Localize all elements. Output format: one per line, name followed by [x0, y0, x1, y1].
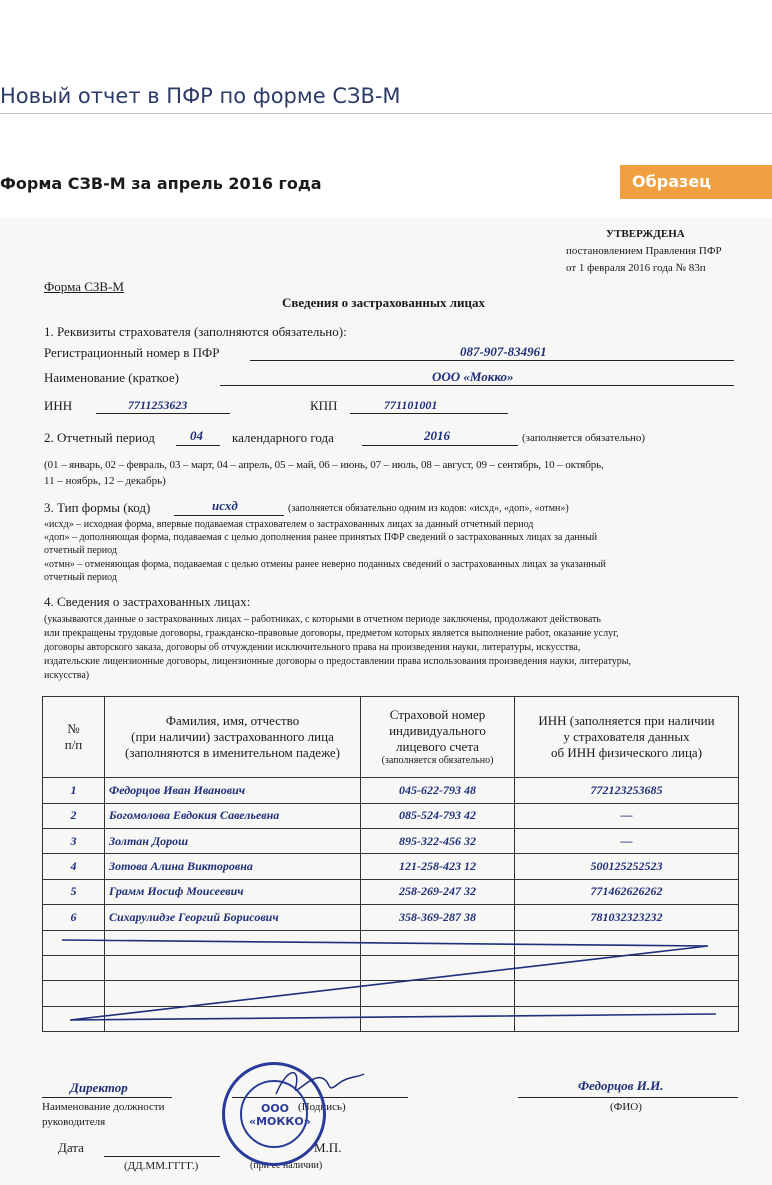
magazine-header: Новый отчет в ПФР по форме СЗВ-М: [0, 84, 401, 108]
company-stamp-text: ООО «МОККО»: [249, 1102, 311, 1128]
insured-snils: 085-524-793 42: [361, 803, 515, 828]
approval-line-2: от 1 февраля 2016 года № 83п: [566, 262, 706, 274]
insured-inn: 781032323232: [515, 905, 739, 930]
row-number: 1: [43, 778, 105, 803]
iskhd-description: «исхд» – исходная форма, впервые подаваемая страхователем о застрахованных лицах за данный отчетный период: [44, 519, 534, 530]
section-4-note-1: (указываются данные о застрахованных лицах – работниках, с которыми в отчетном периоде заключены, продолжают действовать: [44, 614, 601, 625]
months-legend-1: (01 – январь, 02 – февраль, 03 – март, 04 – апрель, 05 – май, 06 – июнь, 07 – июль, 08 – август, 09 – сентябрь, 10 – октябрь,: [44, 459, 604, 471]
signer-position-label-1: Наименование должности: [42, 1101, 165, 1113]
section-4-title: 4. Сведения о застрахованных лицах:: [44, 594, 251, 609]
row-number: 5: [43, 879, 105, 904]
otmn-description-1: «отмн» – отменяющая форма, подаваемая с целью отмены ранее неверно поданных сведений о застрахованных лицах за указанный: [44, 559, 606, 570]
form-heading: Сведения о застрахованных лицах: [282, 295, 485, 310]
col-header-inn-line-2: у страхователя данных: [563, 729, 690, 745]
col-header-fio-line-1: Фамилия, имя, отчество: [165, 712, 300, 728]
signer-fio-label: (ФИО): [610, 1101, 642, 1113]
dop-description-1: «доп» – дополняющая форма, подаваемая с целью дополнения ранее принятых ПФР сведений о застрахованных лицах за данный: [44, 532, 598, 543]
section-4-note-5: искусства): [44, 670, 90, 681]
form-code: Форма СЗВ-М: [44, 279, 124, 294]
insured-name: Зотова Алина Викторовна: [105, 854, 361, 879]
insured-name: Золтан Дорош: [105, 829, 361, 854]
signature-stroke: [276, 1073, 364, 1094]
row-number: 4: [43, 854, 105, 879]
org-name-value: ООО «Мокко»: [432, 369, 514, 384]
row-number: 2: [43, 803, 105, 828]
date-label: Дата: [58, 1140, 84, 1155]
insured-snils: 121-258-423 12: [361, 854, 515, 879]
insured-snils: 895-322-456 32: [361, 829, 515, 854]
col-header-fio-line-2: (при наличии) застрахованного лица: [131, 729, 334, 745]
signature-label: (Подпись): [298, 1101, 346, 1113]
row-number: 6: [43, 905, 105, 930]
insured-inn: 771462626262: [515, 879, 739, 904]
col-header-inn-line-1: ИНН (заполняется при наличии: [538, 712, 715, 728]
col-header-num-line-2: п/п: [64, 737, 83, 753]
col-header-fio-line-3: (заполняются в именительном падеже): [125, 745, 340, 761]
section-4-note-2: или прекращены трудовые договоры, гражданско-правовые договоры, предметом которых является выполнение работ, оказание услуг,: [44, 628, 619, 639]
insured-snils: 358-369-287 38: [361, 905, 515, 930]
approval-title: УТВЕРЖДЕНА: [606, 228, 685, 240]
insured-inn: 500125252523: [515, 854, 739, 879]
dop-description-2: отчетный период: [44, 545, 117, 556]
section-4-note-3: договоры авторского заказа, договоры об отчуждении исключительного права на произведения науки, литературы, искусства,: [44, 642, 581, 653]
insured-name: Грамм Иосиф Моисеевич: [105, 879, 361, 904]
insured-name: Федорцов Иван Иванович: [105, 778, 361, 803]
sample-badge: Образец: [620, 165, 772, 199]
col-header-inn-line-3: об ИНН физического лица): [550, 745, 703, 761]
otmn-description-2: отчетный период: [44, 572, 117, 583]
approval-line-1: постановлением Правления ПФР: [566, 245, 722, 257]
inn-label: ИНН: [44, 398, 73, 413]
mp-label: М.П.: [314, 1140, 342, 1155]
kpp-value: 771101001: [384, 398, 438, 412]
insured-snils: 045-622-793 48: [361, 778, 515, 803]
row-number: 3: [43, 829, 105, 854]
org-name-label: Наименование (краткое): [44, 370, 179, 385]
col-header-snils-line-1: Страховой номер: [389, 706, 486, 722]
col-header-snils-line-3: лицевого счета: [396, 739, 479, 755]
col-header-snils-line-4: (заполняется обязательно): [381, 755, 494, 767]
period-value: 04: [190, 428, 203, 443]
insured-snils: 258-269-247 32: [361, 879, 515, 904]
section-4-note-4: издательские лицензионные договоры, лицензионные договоры о предоставлении права использования произведения науки, литературы,: [44, 656, 632, 667]
insured-inn: —: [515, 829, 739, 854]
form-type-value: исхд: [212, 498, 238, 513]
col-header-snils-line-2: индивидуального: [389, 722, 486, 738]
reg-number-value: 087-907-834961: [460, 344, 547, 359]
date-format-label: (ДД.ММ.ГГГГ.): [124, 1160, 199, 1172]
insured-inn: —: [515, 803, 739, 828]
inn-value: 7711253623: [128, 398, 188, 412]
period-required-note: (заполняется обязательно): [522, 432, 646, 444]
col-header-num-line-1: №: [67, 720, 80, 736]
mp-note: (при ее наличии): [250, 1160, 323, 1171]
insured-inn: 772123253685: [515, 778, 739, 803]
signer-position-label-2: руководителя: [42, 1116, 106, 1128]
form-type-note: (заполняется обязательно одним из кодов: «исхд», «доп», «отмн»): [288, 503, 569, 514]
section-2-title: 2. Отчетный период: [44, 430, 155, 445]
signer-fio-value: Федорцов И.И.: [578, 1078, 664, 1093]
signer-position-value: Директор: [70, 1080, 128, 1095]
months-legend-2: 11 – ноябрь, 12 – декабрь): [44, 475, 166, 487]
year-label: календарного года: [232, 430, 334, 445]
section-3-title: 3. Тип формы (код): [44, 500, 151, 515]
kpp-label: КПП: [310, 398, 338, 413]
year-value: 2016: [424, 428, 450, 443]
section-1-title: 1. Реквизиты страхователя (заполняются обязательно):: [44, 324, 347, 339]
insured-name: Сихарулидзе Георгий Борисович: [105, 905, 361, 930]
insured-name: Богомолова Евдокия Савельевна: [105, 803, 361, 828]
reg-number-label: Регистрационный номер в ПФР: [44, 345, 220, 360]
form-title: Форма СЗВ-М за апрель 2016 года: [0, 174, 322, 193]
